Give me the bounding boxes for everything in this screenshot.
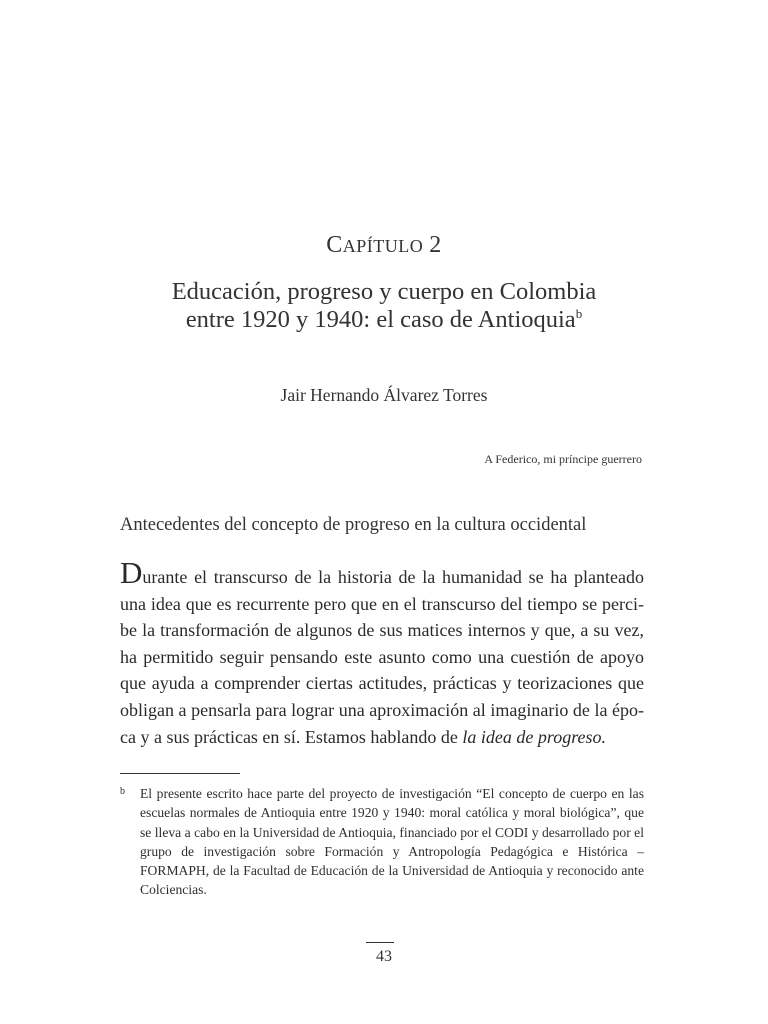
body-text: urante el transcurso de la historia de la humanidad se ha planteado una idea que es recurrente pero que en el transcurso del tiempo se percibe la transformación de algunos de sus matices internos y que, a su vez, ha permitido seguir pensando este asunto como una cuestión de apoyo que ayuda a comprender ciertas actitudes, prácticas y teorizaciones que obligan a pensarla para lograr una aproximación al imaginario de la época y a sus prácticas en sí. Estamos hablando de xyxy=(120,567,644,747)
body-paragraph xyxy=(120,555,644,750)
page-number-rule xyxy=(366,942,394,943)
footnote-text: El presente escrito hace parte del proyecto de investigación “El concepto de cuerpo en las escuelas normales de Antioquia entre 1920 y 1940: moral católica y moral biológica”, que se lleva a cabo en la Universidad de Antioquia, financiado por el CODI y desarrollado por el grupo de investigación sobre Formación y Antropología Pedagógica e Histórica – FORMAPH, de la Facultad de Educación de la Universidad de Antioquia y reconocido ante Colciencias. xyxy=(140,786,644,898)
author-name: Jair Hernando Álvarez Torres xyxy=(280,385,488,405)
chapter-label-rest: APÍTULO xyxy=(342,236,424,256)
drop-cap: D xyxy=(120,555,143,590)
chapter-title xyxy=(120,278,648,334)
chapter-label xyxy=(0,232,768,259)
footnote-marker: b xyxy=(120,786,125,797)
chapter-title-line-2-text: entre 1920 y 1940: el caso de Antioquia xyxy=(185,306,576,333)
title-footnote-marker: b xyxy=(575,305,583,321)
chapter-title-line-1: Educación, progreso y cuerpo en Colombia xyxy=(171,278,597,305)
footnote xyxy=(120,784,644,900)
section-heading: Antecedentes del concepto de progreso en la cultura occidental xyxy=(120,515,587,535)
chapter-number: 2 xyxy=(429,232,442,258)
dedication: A Federico, mi príncipe guerrero xyxy=(484,452,642,466)
chapter-label-initial: C xyxy=(326,232,343,258)
body-emphasis: la idea de progreso. xyxy=(462,726,607,747)
footnote-separator xyxy=(120,773,240,774)
chapter-title-line-2 xyxy=(120,306,648,334)
page-number: 43 xyxy=(376,948,392,965)
